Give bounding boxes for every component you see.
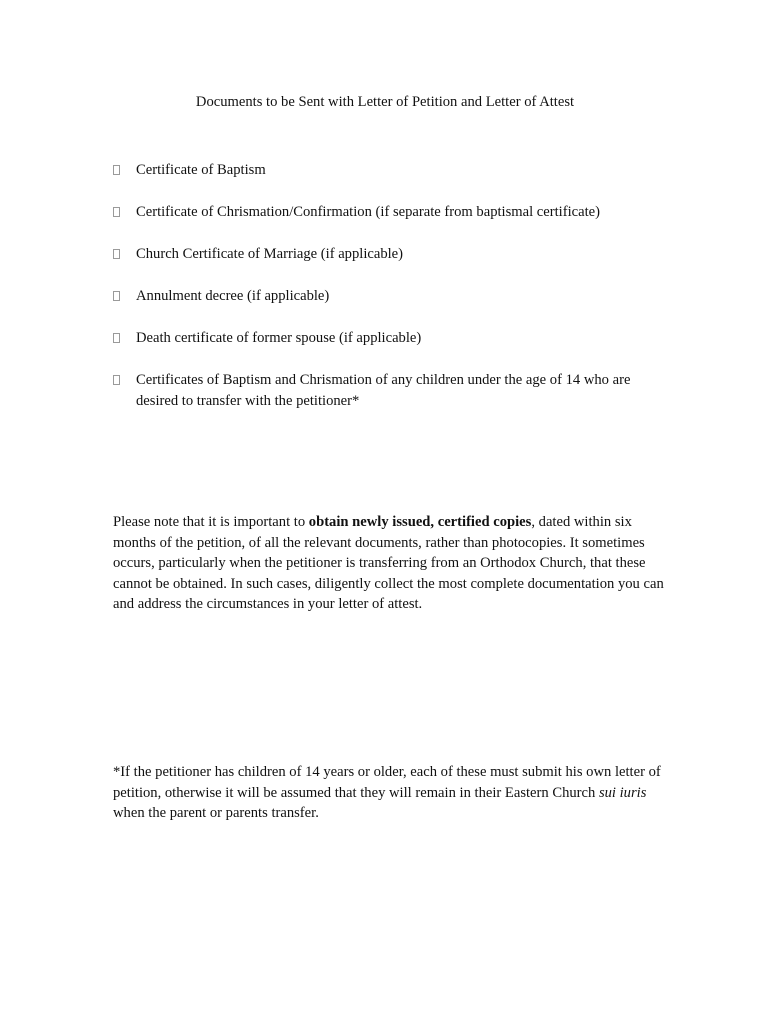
document-title: Documents to be Sent with Letter of Petition and Letter of Attest xyxy=(195,94,575,110)
checklist-item-label: Certificates of Baptism and Chrismation of any children under the age of 14 who are desired to transfer with the petitioner* xyxy=(136,372,631,409)
checkbox-icon xyxy=(113,207,120,217)
checklist-item-chrismation xyxy=(113,202,673,223)
checklist-item-label: Death certificate of former spouse (if applicable) xyxy=(136,330,422,346)
note-text-before: Please note that it is important to xyxy=(113,514,309,530)
note-emphasis: obtain newly issued, certified copies xyxy=(308,514,532,530)
note-text-after: , dated within six months of the petition, of all the relevant documents, rather than photocopies. It sometimes occurs, particularly when the petitioner is transferring from an Orthodox Church, that these cannot be obtained. In such cases, diligently collect the most complete documentation you can and address the circumstances in your letter of attest. xyxy=(113,514,664,613)
footnote-italic-term: sui iuris xyxy=(598,784,647,801)
checklist-item-death-certificate xyxy=(113,328,673,349)
checklist-item-marriage xyxy=(113,244,673,265)
checkbox-icon xyxy=(113,375,120,385)
footnote-paragraph xyxy=(113,762,673,824)
checkbox-icon xyxy=(113,291,120,301)
checkbox-icon xyxy=(113,249,120,259)
checklist-item-annulment xyxy=(113,286,673,307)
checkbox-icon xyxy=(113,333,120,343)
checklist-item-label: Church Certificate of Marriage (if applicable) xyxy=(136,246,404,262)
checklist-item-baptism xyxy=(113,160,673,181)
checkbox-icon xyxy=(113,165,120,175)
checklist-item-label: Certificate of Chrismation/Confirmation (if separate from baptismal certificate) xyxy=(136,204,600,220)
checklist-item-children-certificates xyxy=(113,370,673,412)
footnote-text-after: when the parent or parents transfer. xyxy=(113,805,319,822)
checklist-item-label: Certificate of Baptism xyxy=(136,162,266,178)
note-paragraph xyxy=(113,512,673,615)
footnote-text-before: *If the petitioner has children of 14 years or older, each of these must submit his own letter of petition, otherwise it will be assumed that they will remain in their Eastern Church xyxy=(113,764,661,801)
document-checklist xyxy=(113,160,673,433)
checklist-item-label: Annulment decree (if applicable) xyxy=(136,288,330,304)
